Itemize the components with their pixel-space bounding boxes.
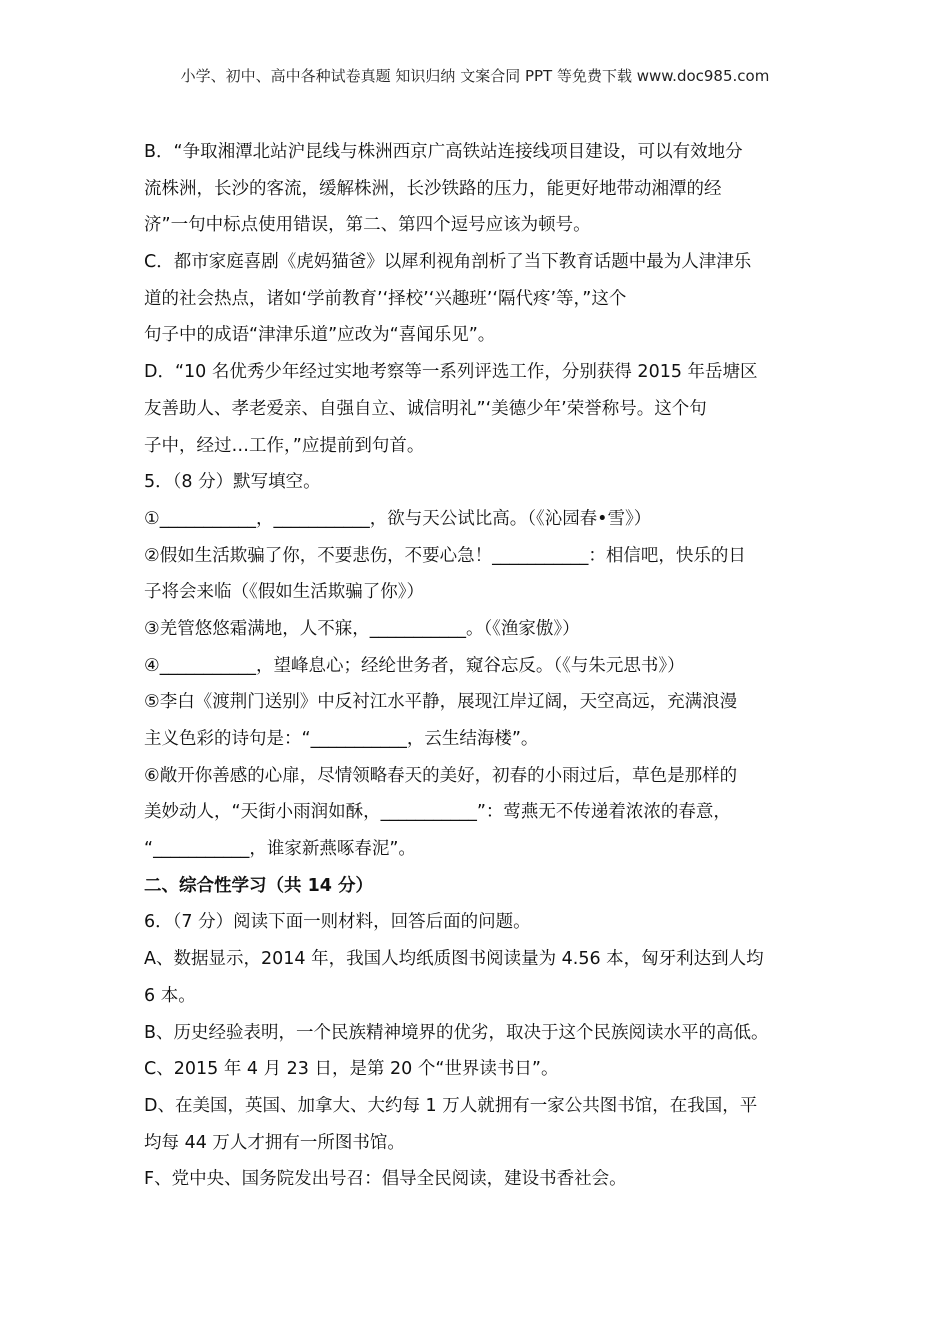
question-5-title: 5．（8 分）默写填空。 (144, 472, 321, 493)
question-6-title: 6．（7 分）阅读下面一则材料，回答后面的问题。 (144, 912, 531, 933)
text-line: “___________，谁家新燕啄春泥”。 (144, 839, 416, 860)
page-header: 小学、初中、高中各种试卷真题 知识归纳 文案合同 PPT 等免费下载 www.doc985.com (180, 67, 770, 85)
text-line: 流株洲，长沙的客流，缓解株洲，长沙铁路的压力，能更好地带动湘潭的经 (144, 178, 722, 199)
text-line: B．“争取湘潭北站沪昆线与株洲西京广高铁站连接线项目建设，可以有效地分 (144, 142, 743, 162)
fill-blank-item-4: ④___________，望峰息心；经纶世务者，窥谷忘反。（《与朱元思书》） (144, 655, 685, 676)
text-line: 主义色彩的诗句是：“___________，云生结海楼”。 (144, 729, 539, 749)
text-line: 美妙动人，“天街小雨润如酥，___________”：莺燕无不传递着浓浓的春意， (144, 802, 731, 823)
text-line: 友善助人、孝老爱亲、自强自立、诚信明礼”‘美德少年’荣誉称号。这个句 (144, 398, 707, 419)
text-line: 6 本。 (144, 985, 196, 1006)
text-line: D．“10 名优秀少年经过实地考察等一系列评选工作，分别获得 2015 年岳塘区 (144, 362, 758, 383)
fill-blank-item-6: ⑥敞开你善感的心扉，尽情领略春天的美好，初春的小雨过后，草色是那样的 (144, 765, 738, 786)
fill-blank-item-2: ②假如生活欺骗了你，不要悲伤，不要心急！___________：相信吧，快乐的日 (144, 545, 746, 566)
fill-blank-item-5: ⑤李白《渡荆门送别》中反衬江水平静，展现江岸辽阔，天空高远，充满浪漫 (144, 692, 738, 713)
document-body (144, 142, 824, 1206)
material-item-c: C、2015 年 4 月 23 日，是第 20 个“世界读书日”。 (144, 1059, 559, 1080)
fill-blank-item-1: ①___________，___________，欲与天公试比高。（《沁园春•雪》） (144, 508, 652, 529)
material-item-f: F、党中央、国务院发出号召：倡导全民阅读，建设书香社会。 (144, 1169, 627, 1190)
text-line: 济”一句中标点使用错误，第二、第四个逗号应该为顿号。 (144, 215, 591, 236)
text-line: 子中，经过…工作，”应提前到句首。 (144, 435, 425, 456)
text-line: C．都市家庭喜剧《虎妈猫爸》以犀利视角剖析了当下教育话题中最为人津津乐 (144, 252, 752, 273)
fill-blank-item-3: ③羌管悠悠霜满地，人不寐，___________。（《渔家傲》） (144, 618, 580, 639)
text-line: 均每 44 万人才拥有一所图书馆。 (144, 1132, 405, 1153)
text-line: 子将会来临（《假如生活欺骗了你》） (144, 582, 424, 603)
material-item-a: A、数据显示，2014 年，我国人均纸质图书阅读量为 4.56 本，匈牙利达到人均 (144, 949, 764, 970)
section-heading: 二、综合性学习（共 14 分） (144, 875, 374, 896)
text-line: 道的社会热点，诸如‘学前教育’‘择校’‘兴趣班’‘隔代疼’等，”这个 (144, 288, 627, 309)
material-item-d: D、在美国，英国、加拿大、大约每 1 万人就拥有一家公共图书馆，在我国，平 (144, 1095, 758, 1116)
text-line: 句子中的成语“津津乐道”应改为“喜闻乐见”。 (144, 325, 496, 346)
material-item-b: B、历史经验表明，一个民族精神境界的优劣，取决于这个民族阅读水平的高低。 (144, 1022, 769, 1043)
